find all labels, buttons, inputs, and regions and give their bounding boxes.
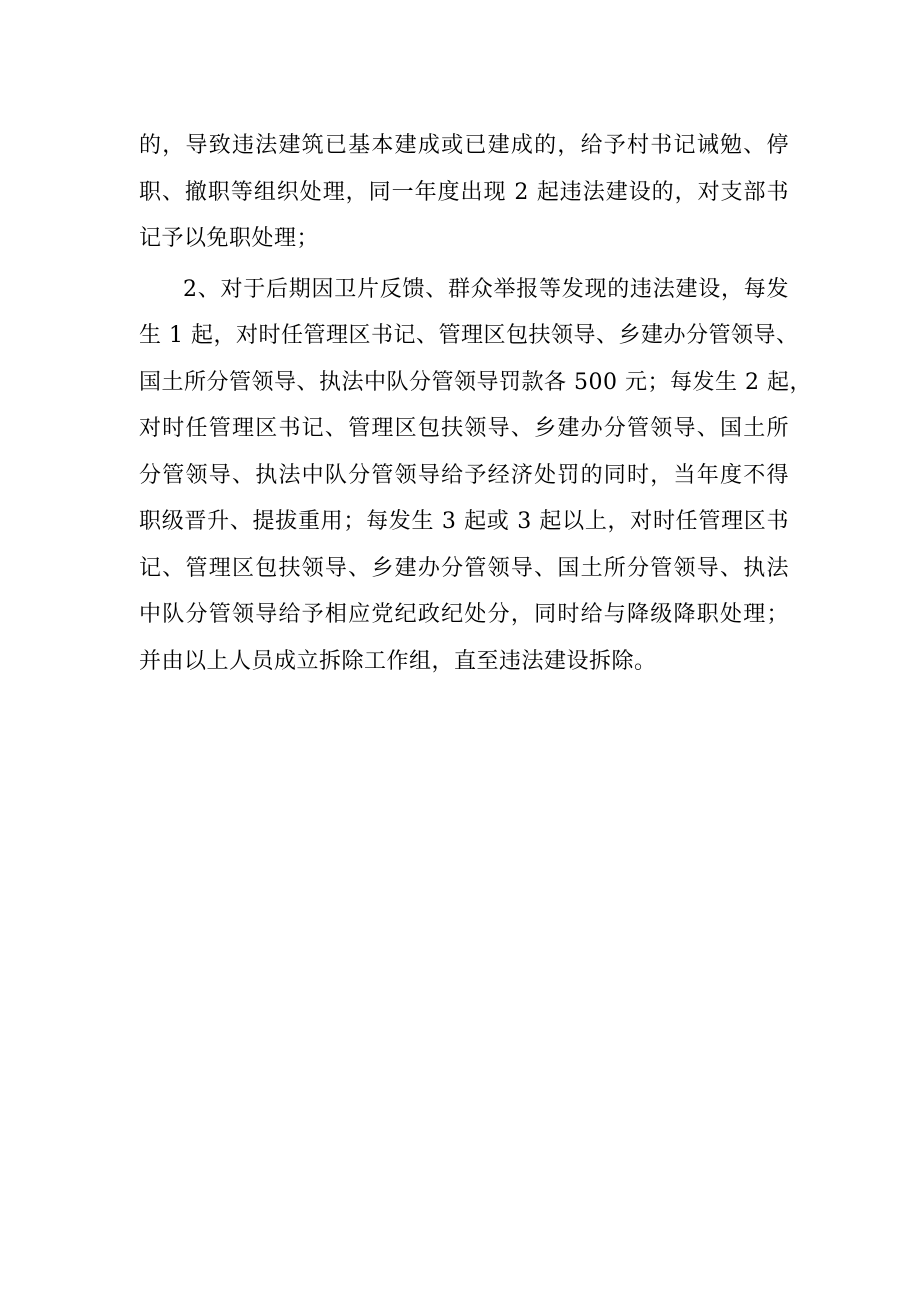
paragraph-1-line-1: 的，导致违法建筑已基本建成或已建成的，给予村书记诫勉、停 [139, 133, 789, 158]
paragraph-2-line-7: 记、管理区包扶领导、乡建办分管领导、国土所分管领导、执法 [139, 555, 789, 581]
paragraph-2-line-3: 国土所分管领导、执法中队分管领导罚款各 500 元；每发生 2 起， [139, 369, 812, 395]
paragraph-2-line-1: 2、对于后期因卫片反馈、群众举报等发现的违法建设，每发 [183, 276, 789, 302]
paragraph-1-line-3: 记予以免职处理； [139, 226, 320, 251]
paragraph-2-line-8: 中队分管领导给予相应党纪政纪处分，同时给与降级降职处理； [139, 602, 789, 627]
paragraph-1-line-2: 职、撤职等组织处理，同一年度出现 2 起违法建设的，对支部书 [139, 179, 789, 205]
paragraph-2-line-5: 分管领导、执法中队分管领导给予经济处罚的同时，当年度不得 [139, 462, 789, 488]
paragraph-2-line-9: 并由以上人员成立拆除工作组，直至违法建设拆除。 [139, 648, 657, 674]
paragraph-2-line-4: 对时任管理区书记、管理区包扶领导、乡建办分管领导、国土所 [139, 416, 789, 441]
paragraph-2-line-2: 生 1 起，对时任管理区书记、管理区包扶领导、乡建办分管领导、 [139, 323, 799, 348]
paragraph-1 [139, 123, 789, 263]
paragraph-2-line-6: 职级晋升、提拔重用；每发生 3 起或 3 起以上，对时任管理区书 [139, 509, 789, 534]
paragraph-2 [139, 267, 812, 686]
document-body [139, 123, 812, 685]
